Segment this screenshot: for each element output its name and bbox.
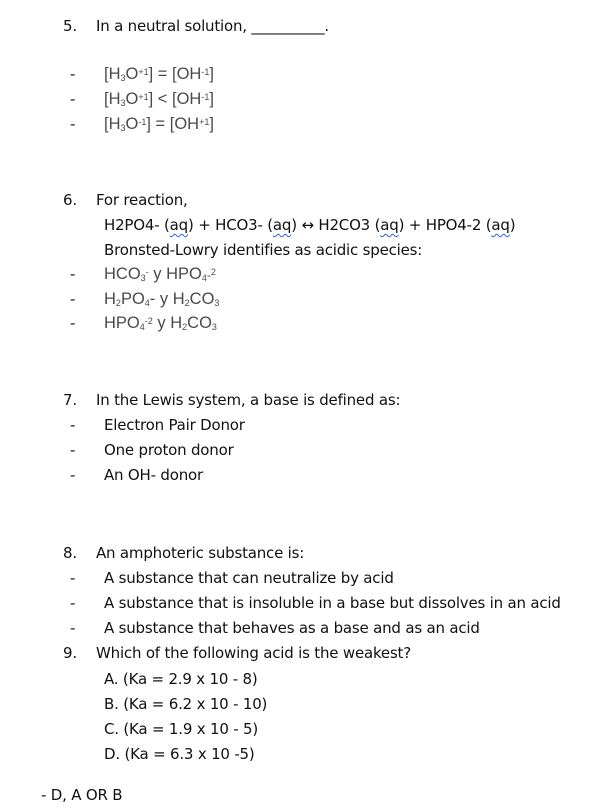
question-number: 8. <box>63 544 77 562</box>
option-dash: - <box>70 569 76 587</box>
option-dash: - <box>70 441 76 459</box>
option-text: $HPO_4^{-2}$ y $H_2CO_3$ <box>104 314 217 332</box>
option-text: A substance that behaves as a base and as an acid <box>104 619 480 637</box>
option-text: $[H_3O^{+1}] < [OH^{-1}]$ <box>104 90 214 108</box>
option-d: D. (Ka = 6.3 x 10 -5) <box>104 745 255 763</box>
option-dash: - <box>70 265 76 283</box>
question-text: In the Lewis system, a base is defined as: <box>96 391 401 409</box>
question-text: For reaction, <box>96 191 188 209</box>
question-prompt: Bronsted-Lowry identifies as acidic species: <box>104 241 423 259</box>
spellcheck-underline: aq <box>491 216 510 234</box>
question-number: 5. <box>63 17 77 35</box>
option-dash: - <box>70 416 76 434</box>
option-text: $HCO_3^-$ y $HPO_4-^2$ <box>104 265 216 283</box>
reaction-equation: H2PO4- (aq) + HCO3- (aq) ↔ H2CO3 (aq) + HPO4-2 (aq) <box>104 216 516 234</box>
option-text: One proton donor <box>104 441 234 459</box>
question-text: In a neutral solution, __________. <box>96 17 329 35</box>
spellcheck-underline: aq <box>380 216 399 234</box>
option-dash: - <box>70 65 76 83</box>
option-dash: - <box>70 594 76 612</box>
option-text: Electron Pair Donor <box>104 416 245 434</box>
option-dash: - <box>70 290 76 308</box>
spellcheck-underline: aq <box>272 216 292 234</box>
option-dash: - <box>70 90 76 108</box>
question-number: 6. <box>63 191 77 209</box>
option-a: A. (Ka = 2.9 x 10 - 8) <box>104 670 258 688</box>
option-text: A substance that is insoluble in a base but dissolves in an acid <box>104 594 561 612</box>
option-dash: - <box>70 115 76 133</box>
option-text: $H_2PO_4-$ y $H_2CO_3$ <box>104 290 220 308</box>
question-number: 7. <box>63 391 77 409</box>
answer-note: - D, A OR B <box>41 786 123 804</box>
option-c: C. (Ka = 1.9 x 10 - 5) <box>104 720 259 738</box>
option-dash: - <box>70 466 76 484</box>
question-number: 9. <box>63 644 77 662</box>
question-text: An amphoteric substance is: <box>96 544 305 562</box>
spellcheck-underline: aq <box>169 216 188 234</box>
option-b: B. (Ka = 6.2 x 10 - 10) <box>104 695 268 713</box>
option-dash: - <box>70 619 76 637</box>
option-text: A substance that can neutralize by acid <box>104 569 394 587</box>
option-dash: - <box>70 314 76 332</box>
option-text: $[H_3O^{+1}] = [OH^{-1}]$ <box>104 65 214 83</box>
question-text: Which of the following acid is the weakest? <box>96 644 411 662</box>
option-text: $[H_3O^{-1}] = [OH^{+1}]$ <box>104 115 214 133</box>
option-text: An OH- donor <box>104 466 203 484</box>
